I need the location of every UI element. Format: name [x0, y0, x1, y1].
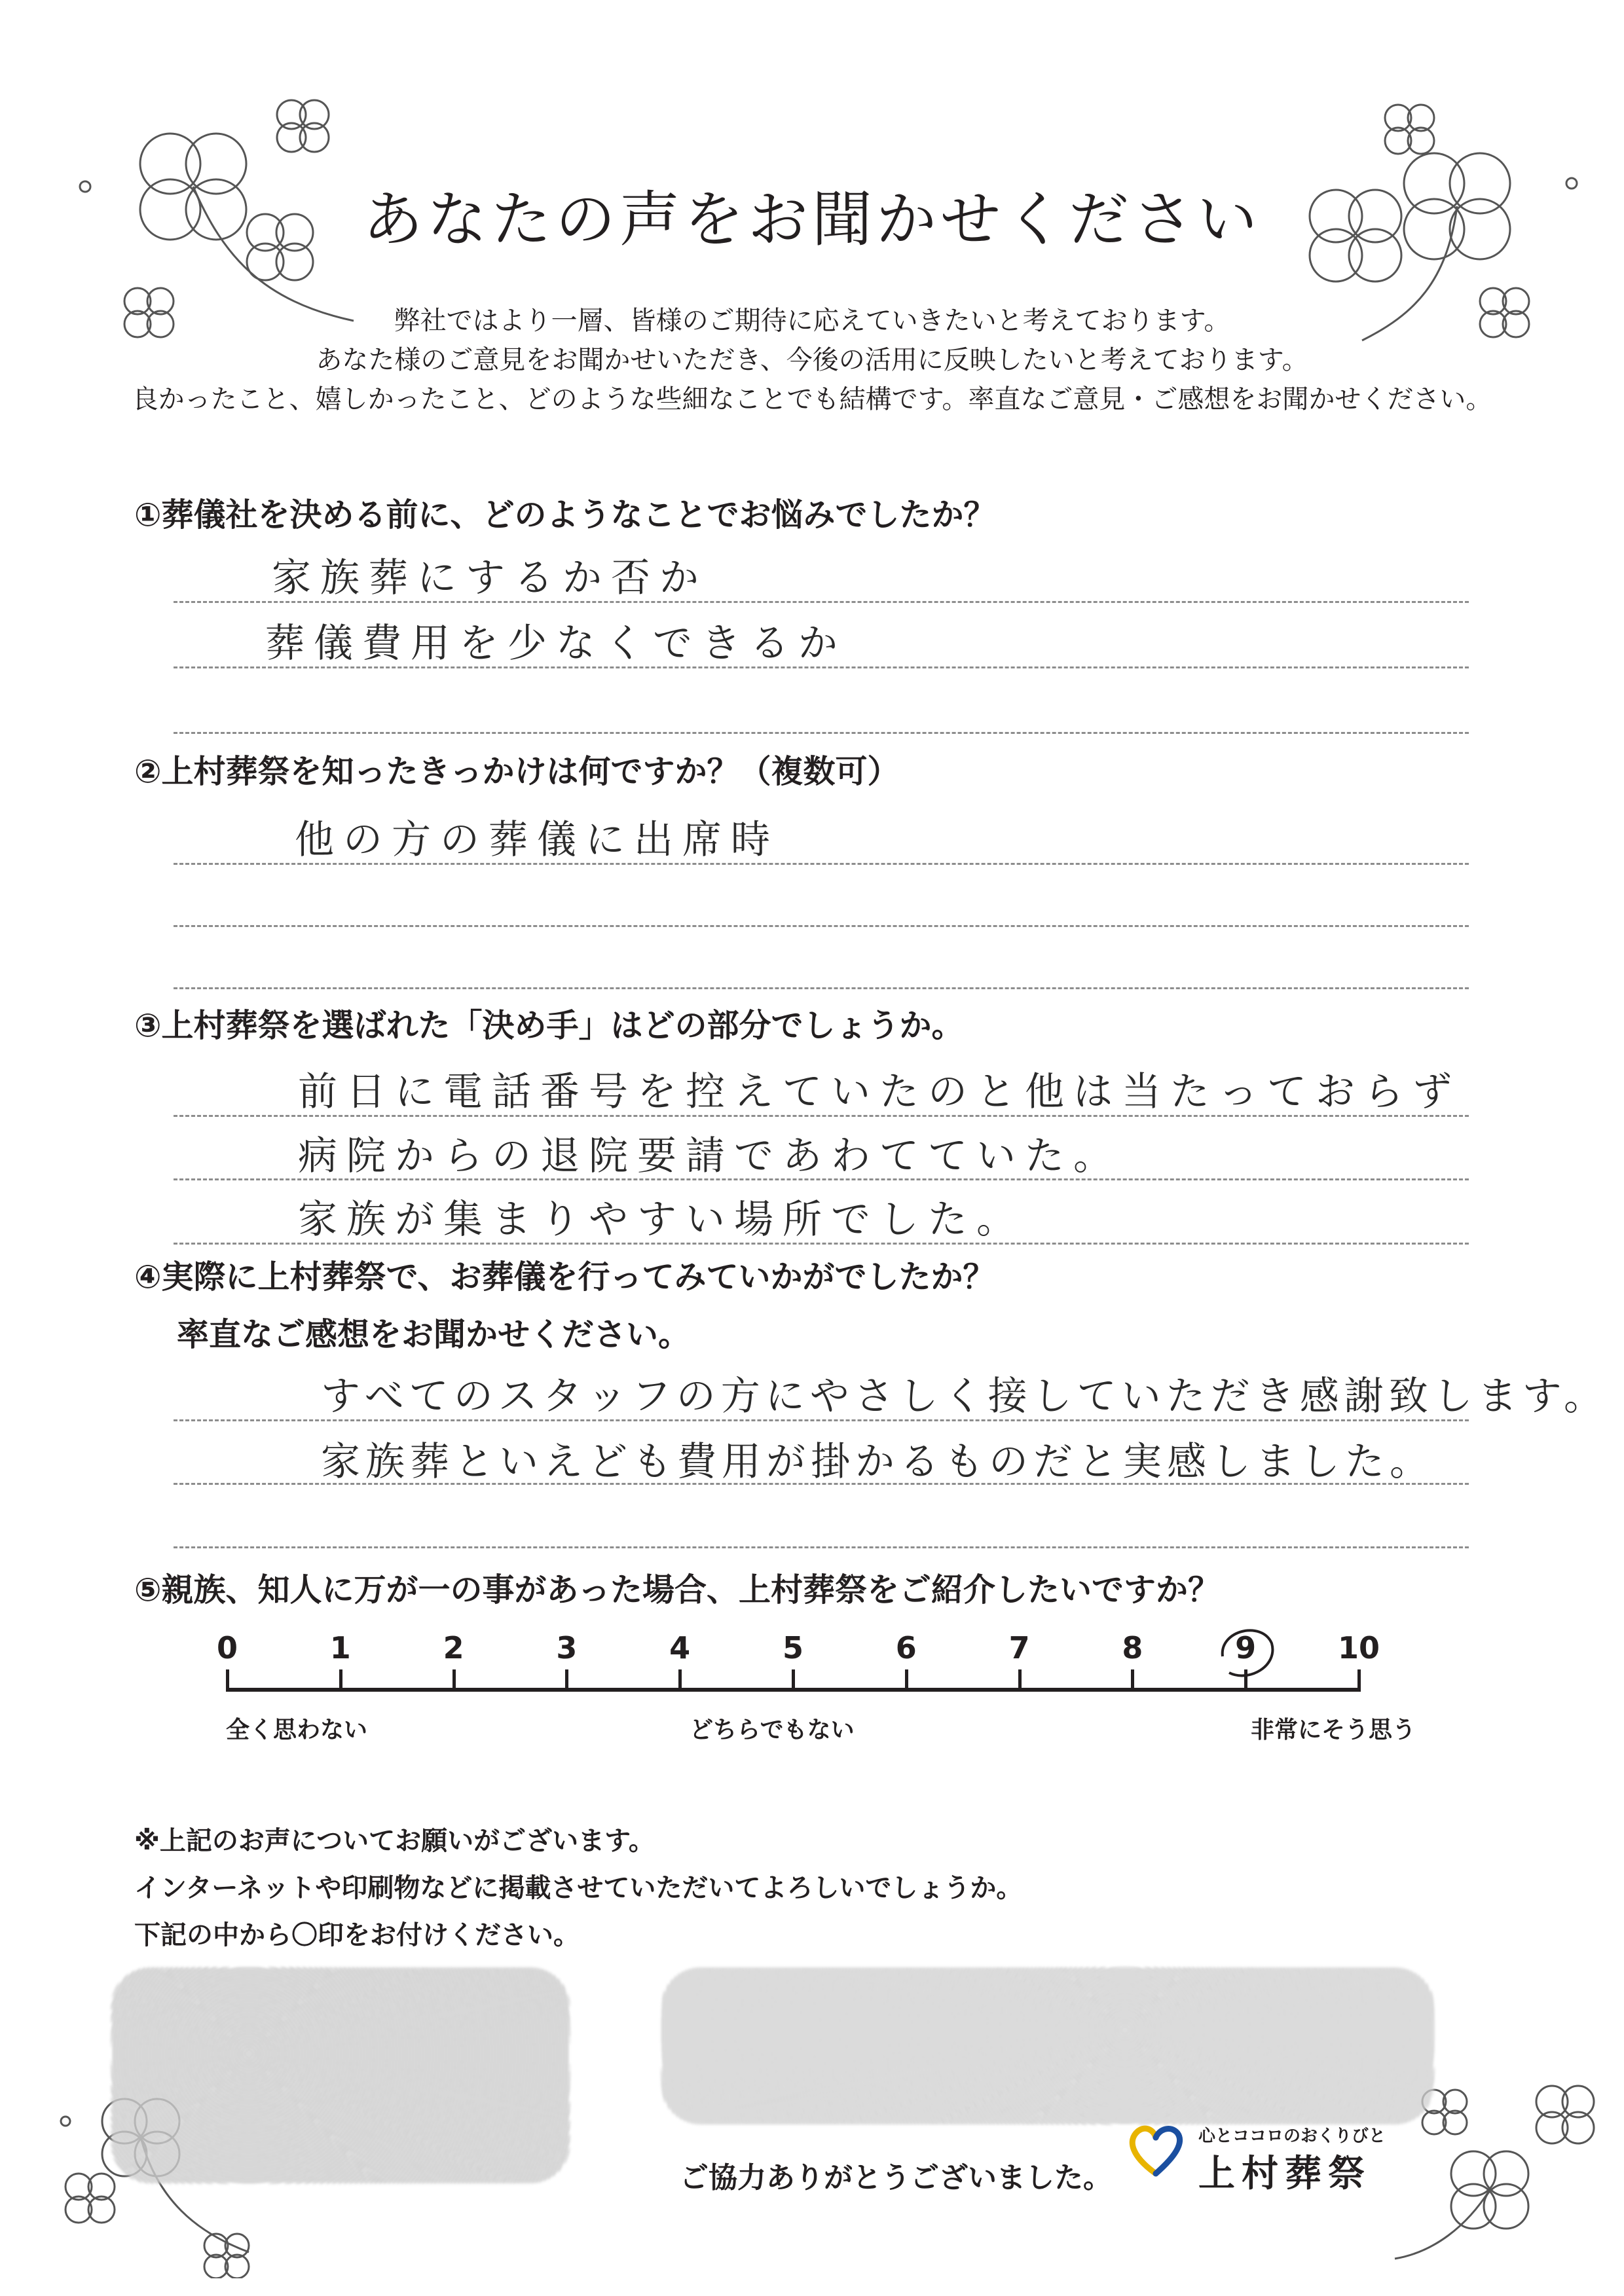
question-3-label: ③上村葬祭を選ばれた「決め手」はどの部分でしょうか。	[134, 1007, 964, 1044]
intro-line-1: 弊社ではより一層、皆様のご期待に応えていきたいと考えております。	[394, 306, 1230, 336]
scale-tick	[1357, 1669, 1361, 1692]
question-4-answer-2: 家族葬といえども費用が掛かるものだと実感しました。	[321, 1439, 1434, 1485]
intro-line-2: あなた様のご意見をお聞かせいただき、今後の活用に反映したいと考えております。	[316, 345, 1308, 375]
scale-tick-label-4[interactable]: 4	[669, 1630, 691, 1666]
question-4-label-2: 率直なご感想をお聞かせください。	[177, 1316, 691, 1353]
question-3-answer-2: 病院からの退院要請であわてていた。	[298, 1133, 1122, 1179]
scale-tick	[565, 1669, 568, 1692]
answer-line	[174, 666, 1469, 668]
question-4-answer-1: すべてのスタッフの方にやさしく接していただき感謝致します。	[321, 1374, 1608, 1419]
answer-line	[174, 601, 1469, 603]
scale-tick	[678, 1669, 682, 1692]
question-3-answer-1: 前日に電話番号を控えていたのと他は当たっておらず	[298, 1069, 1461, 1115]
answer-line	[174, 732, 1469, 734]
scale-tick-label-10[interactable]: 10	[1337, 1630, 1380, 1666]
scale-tick	[226, 1669, 229, 1692]
scale-tick	[339, 1669, 342, 1692]
answer-line	[174, 1483, 1469, 1485]
logo-tagline: 心とココロのおくりびと	[1198, 2126, 1386, 2146]
thanks-message: ご協力ありがとうございました。	[680, 2161, 1112, 2195]
question-1-label: ①葬儀社を決める前に、どのようなことでお悩みでしたか？	[134, 496, 996, 534]
answer-line	[174, 1243, 1469, 1245]
note-line-2: インターネットや印刷物などに掲載させていただいてよろしいでしょうか。	[134, 1873, 1023, 1903]
note-line-1: ※上記のお声についてお願いがございます。	[134, 1826, 655, 1856]
scale-tick	[792, 1669, 795, 1692]
scale-tick-label-0[interactable]: 0	[216, 1630, 238, 1666]
redacted-area-right	[661, 1967, 1434, 2124]
scale-high-label: 非常にそう思う	[1251, 1717, 1416, 1743]
question-5-label: ⑤親族、知人に万が一の事があった場合、上村葬祭をご紹介したいですか？	[134, 1571, 1220, 1609]
scale-tick	[1018, 1669, 1022, 1692]
answer-line	[174, 1178, 1469, 1180]
answer-line	[174, 987, 1469, 989]
heart-logo-icon	[1126, 2121, 1185, 2180]
question-1-answer-2: 葬儀費用を少なくできるか	[265, 621, 847, 666]
question-1-answer-1: 家族葬にするか否か	[272, 555, 708, 601]
answer-line	[174, 1419, 1469, 1421]
answer-line	[174, 925, 1469, 927]
answer-line	[174, 1115, 1469, 1117]
scale-tick-label-3[interactable]: 3	[556, 1630, 578, 1666]
selected-rating-circle	[1209, 1617, 1282, 1689]
scale-tick	[1131, 1669, 1134, 1692]
answer-line	[174, 863, 1469, 865]
question-4-label: ④実際に上村葬祭で、お葬儀を行ってみていかがでしたか？	[134, 1258, 995, 1296]
scale-mid-label: どちらでもない	[690, 1717, 855, 1743]
answer-line	[174, 1546, 1469, 1548]
scale-tick-label-2[interactable]: 2	[443, 1630, 464, 1666]
scale-tick	[905, 1669, 908, 1692]
note-line-3: 下記の中から〇印をお付けください。	[134, 1920, 580, 1950]
scale-tick-label-1[interactable]: 1	[329, 1630, 351, 1666]
scale-tick	[452, 1669, 456, 1692]
page-title: あなたの声をお聞かせください	[362, 185, 1261, 255]
logo-name: 上村葬祭	[1198, 2153, 1371, 2195]
scale-tick-label-9[interactable]: 9	[1235, 1630, 1257, 1666]
scale-tick-label-7[interactable]: 7	[1008, 1630, 1030, 1666]
question-2-label: ②上村葬祭を知ったきっかけは何ですか？（複数可）	[134, 753, 900, 790]
question-3-answer-3: 家族が集まりやすい場所でした。	[298, 1197, 1025, 1243]
scale-tick-label-8[interactable]: 8	[1122, 1630, 1143, 1666]
redacted-area-left	[111, 1967, 570, 2183]
scale-tick-label-6[interactable]: 6	[895, 1630, 917, 1666]
question-2-answer-1: 他の方の葬儀に出席時	[295, 817, 779, 863]
intro-line-3: 良かったこと、嬉しかったこと、どのような些細なことでも結構です。率直なご意見・ご感想をお聞かせください。	[132, 384, 1492, 414]
scale-low-label: 全く思わない	[226, 1717, 368, 1743]
scale-tick-label-5[interactable]: 5	[782, 1630, 803, 1666]
